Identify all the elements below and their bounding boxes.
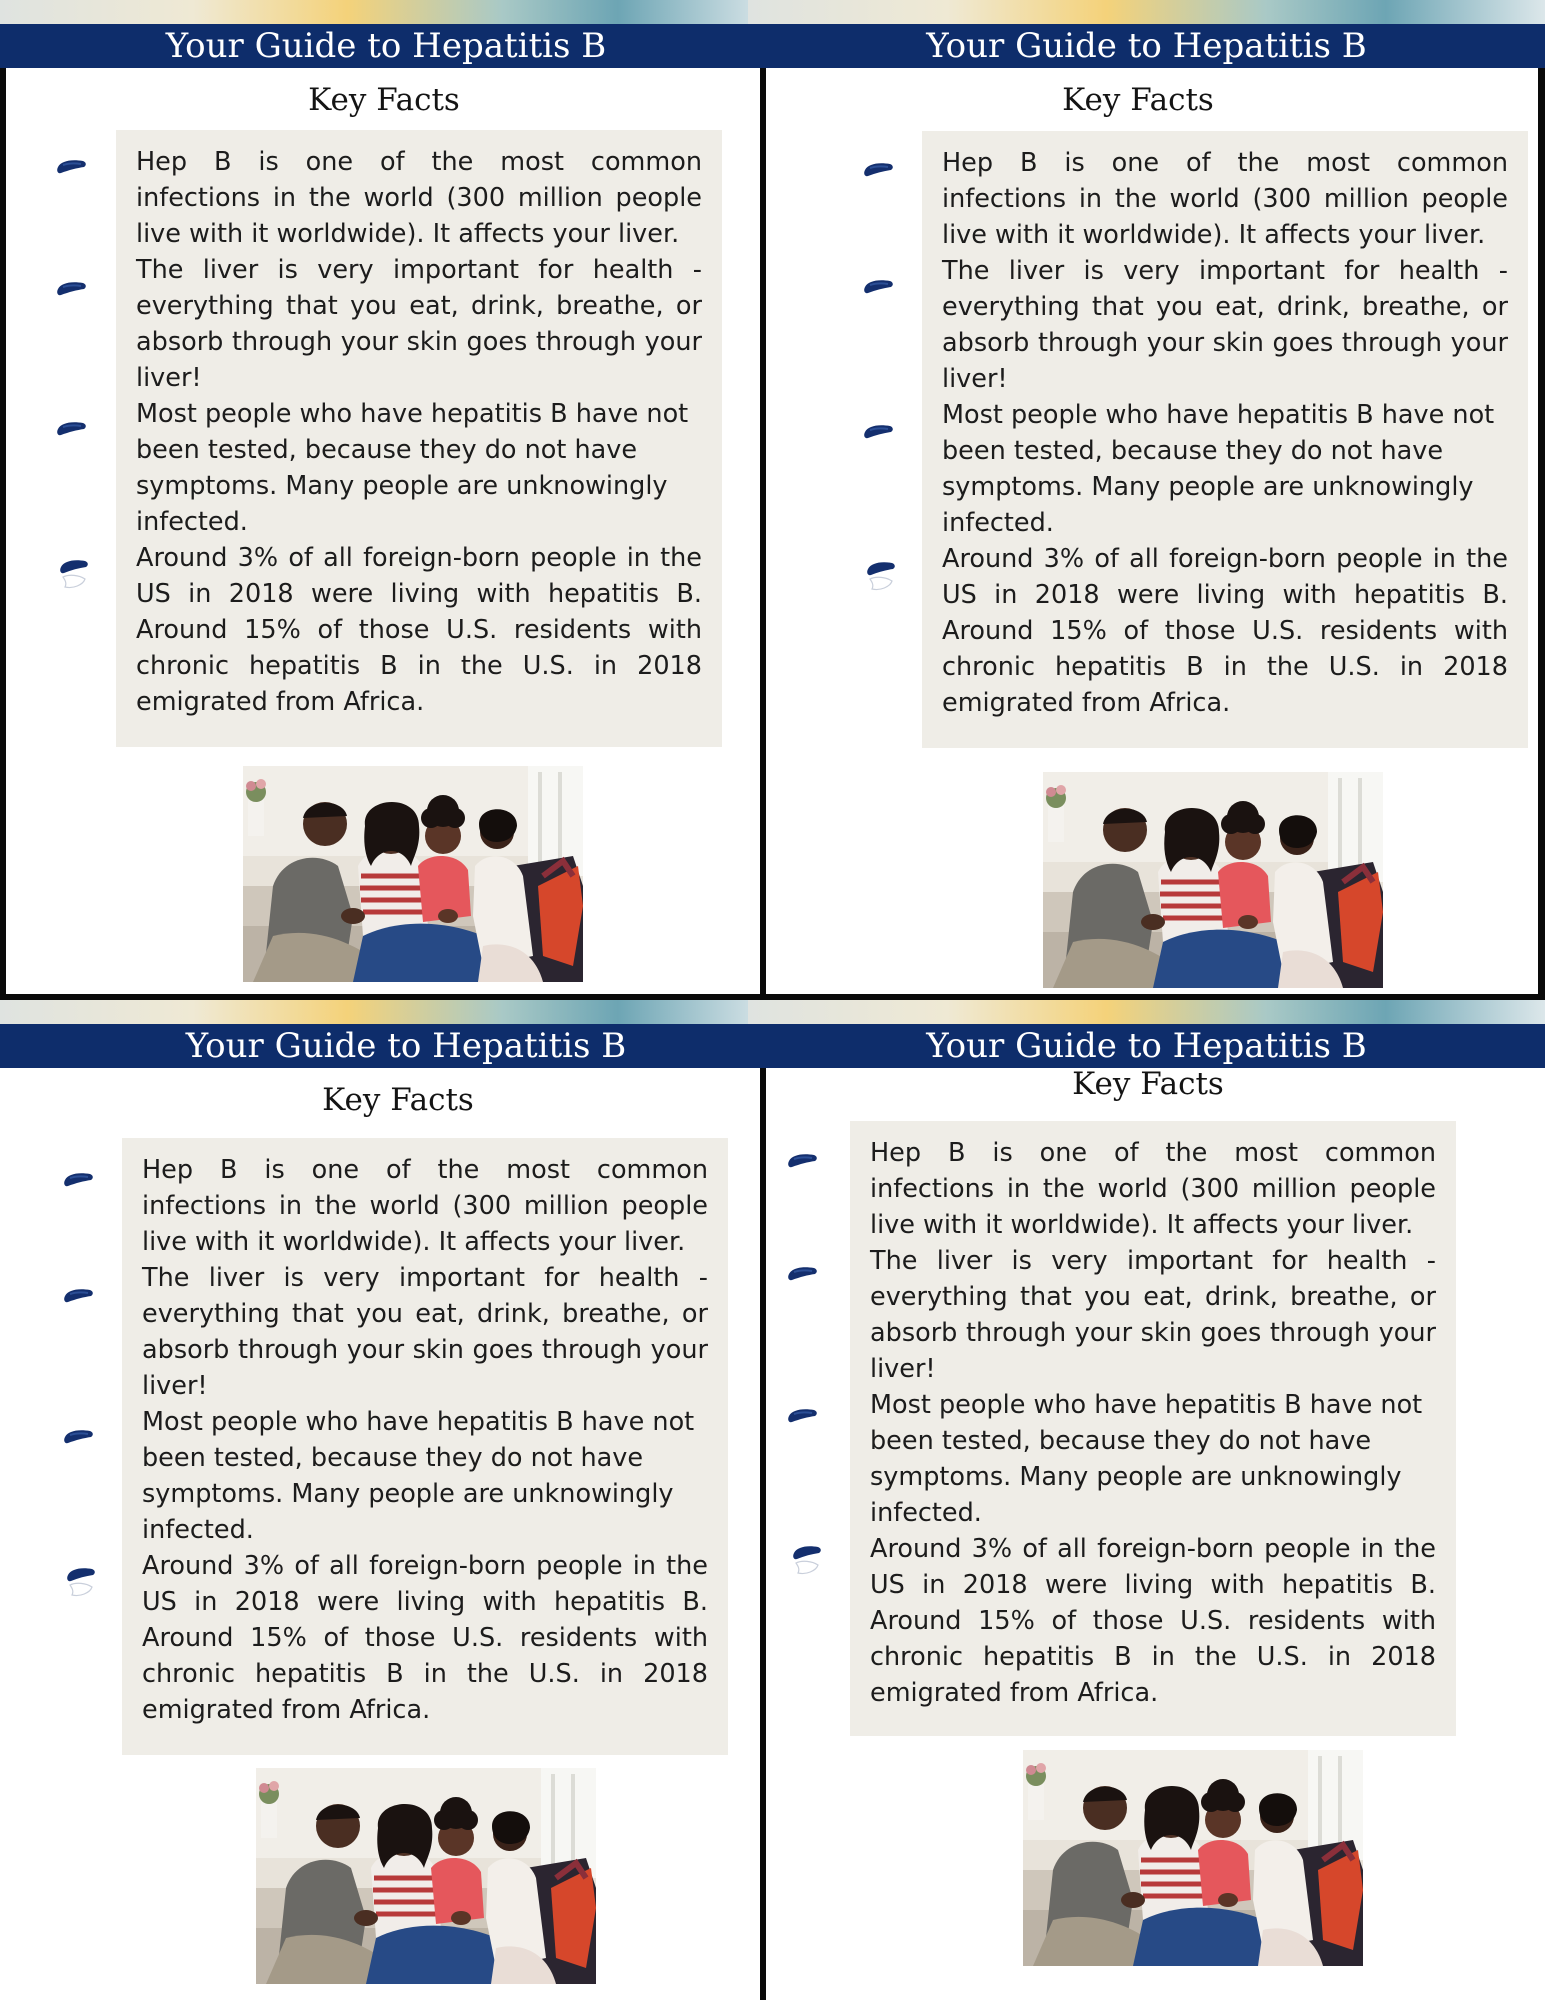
frame-left	[0, 68, 6, 1000]
blue-brush-mark-icon	[55, 417, 89, 443]
fact-paragraph-2: The liver is very important for health - everything that you eat, drink, breathe, or absorb through your skin goes through your liver!	[870, 1246, 1436, 1384]
key-facts-box	[122, 1138, 728, 1755]
key-facts-box	[116, 130, 722, 747]
fact-paragraph-3: Most people who have hepatitis B have not been tested, because they do not have symptoms. Many people are unknowingly infected.	[942, 400, 1495, 538]
blue-brush-mark-icon	[862, 420, 896, 446]
fact-paragraph-4: Around 3% of all foreign-born people in the US in 2018 were living with hepatitis B. Around 15% of those U.S. residents with chronic hepatitis B in the U.S. in 2018 emigrated from Africa.	[942, 544, 1508, 718]
section-title: Key Facts	[1062, 82, 1214, 118]
key-facts-box	[922, 131, 1528, 748]
guide-card-top-left	[0, 0, 772, 1000]
family-photo	[1043, 772, 1383, 988]
blue-brush-mark-icon	[786, 1404, 820, 1430]
blue-brush-mark-icon	[62, 1425, 96, 1451]
guide-card-bottom-left	[0, 1000, 772, 2000]
blue-brush-mark-icon	[55, 277, 89, 303]
fact-paragraph-1: Hep B is one of the most common infections in the world (300 million people live with it worldwide). It affects your liver.	[142, 1155, 708, 1257]
guide-card-bottom-right	[748, 1000, 1545, 2000]
gradient-strip	[748, 1000, 1545, 1024]
guide-card-top-right	[748, 0, 1545, 1000]
blue-brush-mark-icon	[55, 155, 89, 181]
blue-brush-mark-icon	[62, 1284, 96, 1310]
fact-paragraph-2: The liver is very important for health - everything that you eat, drink, breathe, or absorb through your skin goes through your liver!	[136, 255, 702, 393]
fact-paragraph-1: Hep B is one of the most common infections in the world (300 million people live with it worldwide). It affects your liver.	[942, 148, 1508, 250]
blue-white-brush-mark-icon	[57, 555, 91, 595]
banner-title: Your Guide to Hepatitis B	[0, 1024, 772, 1068]
blue-brush-mark-icon	[62, 1168, 96, 1194]
fact-paragraph-3: Most people who have hepatitis B have not been tested, because they do not have symptoms. Many people are unknowingly infected.	[136, 399, 689, 537]
section-title: Key Facts	[308, 82, 460, 118]
blue-brush-mark-icon	[862, 158, 896, 184]
gradient-strip	[748, 0, 1545, 24]
gradient-strip	[0, 1000, 772, 1024]
frame-left	[760, 1068, 766, 2000]
frame-right	[1538, 68, 1545, 1000]
fact-paragraph-2: The liver is very important for health - everything that you eat, drink, breathe, or absorb through your skin goes through your liver!	[142, 1263, 708, 1401]
fact-paragraph-1: Hep B is one of the most common infections in the world (300 million people live with it worldwide). It affects your liver.	[870, 1138, 1436, 1240]
key-facts-box	[850, 1121, 1456, 1736]
blue-brush-mark-icon	[862, 275, 896, 301]
fact-paragraph-4: Around 3% of all foreign-born people in the US in 2018 were living with hepatitis B. Around 15% of those U.S. residents with chronic hepatitis B in the U.S. in 2018 emigrated from Africa.	[142, 1551, 708, 1725]
banner-title: Your Guide to Hepatitis B	[748, 24, 1545, 68]
blue-brush-mark-icon	[786, 1149, 820, 1175]
gradient-strip	[0, 0, 772, 24]
blue-white-brush-mark-icon	[864, 557, 898, 597]
family-photo	[1023, 1750, 1363, 1966]
fact-paragraph-4: Around 3% of all foreign-born people in the US in 2018 were living with hepatitis B. Around 15% of those U.S. residents with chronic hepatitis B in the U.S. in 2018 emigrated from Africa.	[136, 543, 702, 717]
frame-left	[760, 68, 766, 1000]
family-photo	[256, 1768, 596, 1984]
section-title: Key Facts	[322, 1082, 474, 1118]
family-photo	[243, 766, 583, 982]
fact-paragraph-1: Hep B is one of the most common infections in the world (300 million people live with it worldwide). It affects your liver.	[136, 147, 702, 249]
section-title: Key Facts	[1072, 1066, 1224, 1102]
fact-paragraph-2: The liver is very important for health - everything that you eat, drink, breathe, or absorb through your skin goes through your liver!	[942, 256, 1508, 394]
fact-paragraph-4: Around 3% of all foreign-born people in the US in 2018 were living with hepatitis B. Around 15% of those U.S. residents with chronic hepatitis B in the U.S. in 2018 emigrated from Africa.	[870, 1534, 1436, 1708]
banner-title: Your Guide to Hepatitis B	[0, 24, 772, 68]
fact-paragraph-3: Most people who have hepatitis B have not been tested, because they do not have symptoms. Many people are unknowingly infected.	[870, 1390, 1423, 1528]
blue-white-brush-mark-icon	[790, 1541, 824, 1581]
banner-title: Your Guide to Hepatitis B	[748, 1024, 1545, 1068]
fact-paragraph-3: Most people who have hepatitis B have not been tested, because they do not have symptoms. Many people are unknowingly infected.	[142, 1407, 695, 1545]
blue-white-brush-mark-icon	[64, 1563, 98, 1603]
blue-brush-mark-icon	[786, 1262, 820, 1288]
